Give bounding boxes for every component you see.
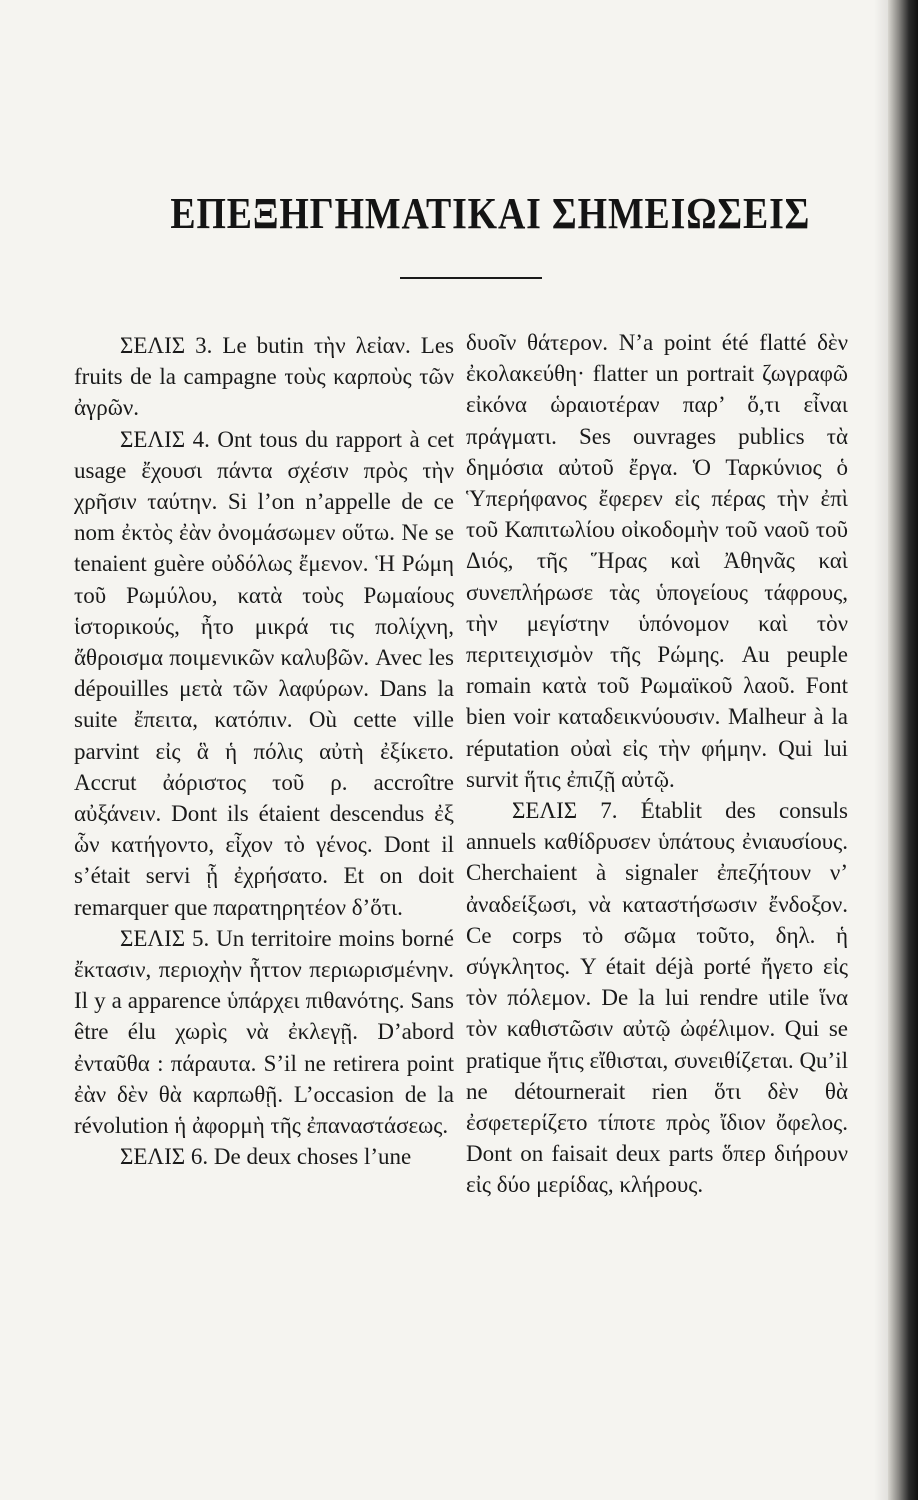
- title-divider: [400, 277, 542, 279]
- binding-edge: [888, 0, 918, 1500]
- right-column: [466, 327, 848, 1201]
- paragraph-page-3: ΣΕΛΙΣ 3. Le butin τὴν λεἰαν. Les fruits de la campagne τοὺς καρποὺς τῶν ἀγρῶν.: [74, 333, 454, 421]
- paragraph-page-4: ΣΕΛΙΣ 4. Ont tous du rapport à cet usage ἔχουσι πάντα σχέσιν πρὸς τὴν χρῆσιν ταύτην. Si l’on n’appelle de ce nom ἐκτὸς ἐὰν ὀνομάσωμεν οὕτω. Ne se tenaient guère οὐδόλως ἔμενον. Ἡ Ρώμη τοῦ Ρωμύλου, κατὰ τοὺς Ρωμαίους ἱστορικούς, ἦτο μικρά τις πολίχνη, ἄθροισμα ποιμενικῶν καλυβῶν. Avec les dépouilles μετὰ τῶν λαφύρων. Dans la suite ἔπειτα, κατόπιν. Où cette ville parvint εἰς ἃ ἡ πόλις αὐτὴ ἐξίκετο. Accrut ἀόριστος τοῦ ρ. accroître αὐξάνειν. Dont ils étaient descendus ἐξ ὧν κατήγοντο, εἶχον τὸ γένος. Dont il s’était servi ᾗ ἐχρήσατο. Et on doit remarquer que παρατηρητέον δ’ὅτι.: [74, 426, 454, 920]
- paragraph-page-6-continued: δυοῖν θάτερον. N’a point été flatté δὲν ἐκολακεύθη· flatter un portrait ζωγραφῶ εἰκόνα ὡραιοτέραν παρ’ ὅ,τι εἶναι πράγματι. Ses ouvrages publics τὰ δημόσια αὐτοῦ ἔργα. Ὁ Ταρκύνιος ὁ Ὑπερήφανος ἔφερεν εἰς πέρας τὴν ἐπὶ τοῦ Καπιτωλίου οἰκοδομὴν τοῦ ναοῦ τοῦ Διός, τῆς Ἥρας καὶ Ἀθηνᾶς καὶ συνεπλήρωσε τὰς ὑπογείους τάφρους, τὴν μεγίστην ὑπόνομον καὶ τὸν περιτειχισμὸν τῆς Ρώμης. Au peuple romain κατὰ τοῦ Ρωμαϊκοῦ λαοῦ. Font bien voir καταδεικνύουσιν. Malheur à la réputation οὐαὶ εἰς τὴν φήμην. Qui lui survit ἥτις ἐπιζῇ αὐτῷ.: [466, 330, 848, 792]
- left-column: [74, 330, 454, 1172]
- paragraph-page-6-start: ΣΕΛΙΣ 6. De deux choses l’une: [120, 1144, 412, 1170]
- page-shadow: [874, 0, 888, 1500]
- paragraph-page-5: ΣΕΛΙΣ 5. Un territoire moins borné ἔκτασιν, περιοχὴν ἧττον περιωρισμένην. Il y a apparence ὑπάρχει πιθανότης. Sans être élu χωρὶς νὰ ἐκλεγῇ. D’abord ἐνταῦθα : πάραυτα. S’il ne retirera point ἐὰν δὲν θὰ καρπωθῇ. L’occasion de la révolution ἡ ἀφορμὴ τῆς ἐπαναστάσεως.: [74, 925, 454, 1139]
- paragraph-page-7: ΣΕΛΙΣ 7. Établit des consuls annuels καθίδρυσεν ὑπάτους ἐνιαυσίους. Cherchaient à signaler ἐπεζήτουν ν’ ἀναδείξωσι, νὰ καταστήσωσιν ἔνδοξον. Ce corps τὸ σῶμα τοῦτο, δηλ. ἡ σύγκλητος. Y était déjà porté ἤγετο εἰς τὸν πόλεμον. De la lui rendre utile ἵνα τὸν καθιστῶσιν αὐτῷ ὠφέλιμον. Qui se pratique ἥτις εἴθισται, συνειθίζεται. Qu’il ne détournerait rien ὅτι δὲν θὰ ἐσφετερίζετο τίποτε πρὸς ἴδιον ὄφελος. Dont on faisait deux parts ὅπερ διήρουν εἰς δύο μερίδας, κλήρους.: [466, 798, 848, 1198]
- page-title: ΕΠΕΞΗΓΗΜΑΤΙΚΑΙ ΣΗΜΕΙΩΣΕΙΣ: [170, 189, 811, 238]
